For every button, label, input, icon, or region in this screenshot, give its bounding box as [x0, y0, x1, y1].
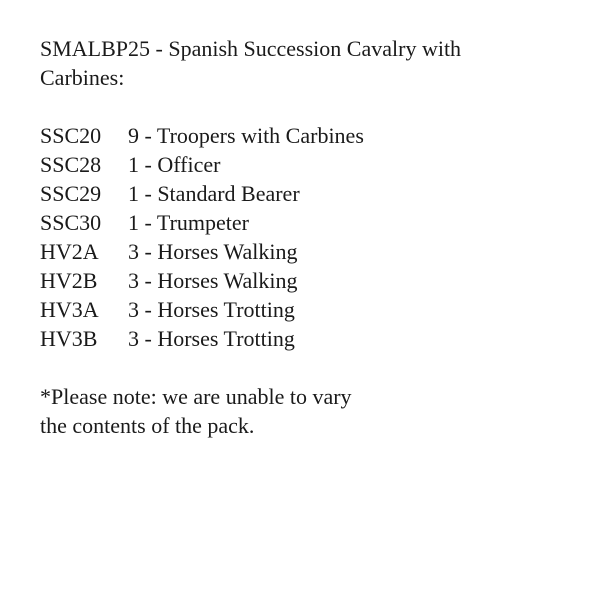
item-description: 3 - Horses Walking	[128, 268, 298, 293]
pack-note-line-1: *Please note: we are unable to vary	[40, 384, 352, 409]
item-description: 1 - Standard Bearer	[128, 181, 300, 206]
item-description: 3 - Horses Walking	[128, 239, 298, 264]
pack-title-line-2: Carbines:	[40, 65, 125, 90]
item-code: HV3A	[40, 297, 99, 322]
list-item	[40, 208, 580, 237]
list-item	[40, 121, 580, 150]
item-code: SSC20	[40, 123, 102, 148]
pack-item-list	[40, 121, 580, 353]
item-description: 1 - Trumpeter	[128, 210, 249, 235]
item-code: SSC29	[40, 181, 102, 206]
item-code: HV3B	[40, 326, 98, 351]
pack-contents-document	[40, 34, 580, 440]
list-item	[40, 266, 580, 295]
list-item	[40, 237, 580, 266]
list-item	[40, 295, 580, 324]
pack-title	[40, 34, 580, 92]
item-code: HV2B	[40, 268, 98, 293]
item-code: SSC28	[40, 152, 102, 177]
item-code: SSC30	[40, 210, 102, 235]
pack-note-line-2: the contents of the pack.	[40, 413, 255, 438]
item-description: 1 - Officer	[128, 152, 221, 177]
item-code: HV2A	[40, 239, 99, 264]
list-item	[40, 324, 580, 353]
pack-title-line-1: SMALBP25 - Spanish Succession Cavalry with	[40, 36, 462, 61]
pack-note	[40, 382, 580, 440]
list-item	[40, 179, 580, 208]
item-description: 3 - Horses Trotting	[128, 326, 295, 351]
item-description: 9 - Troopers with Carbines	[128, 123, 364, 148]
list-item	[40, 150, 580, 179]
item-description: 3 - Horses Trotting	[128, 297, 295, 322]
